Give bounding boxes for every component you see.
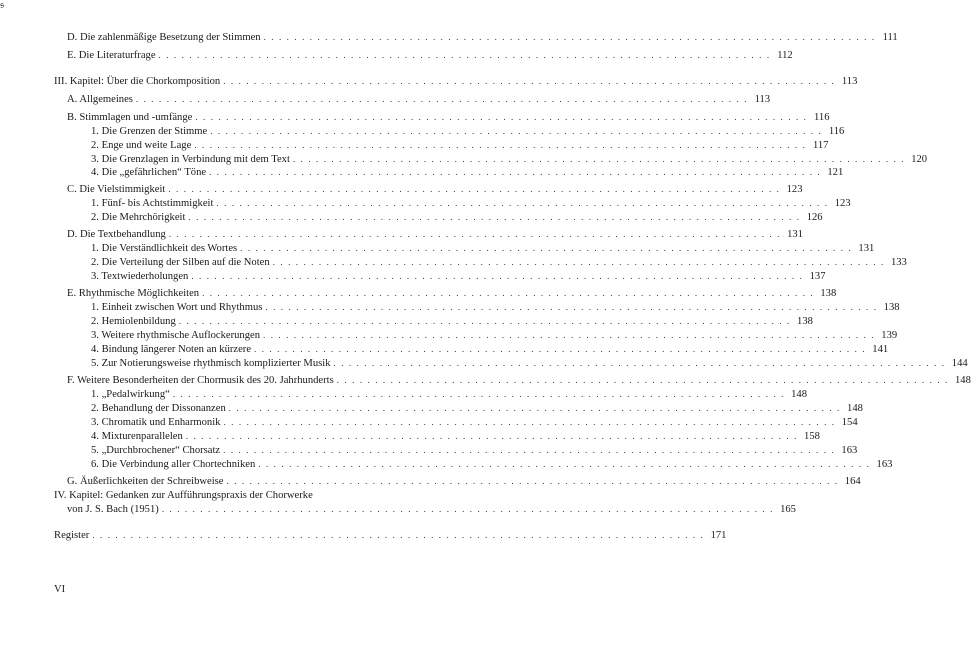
toc-entry-title: 1. „Pedalwirkung“: [91, 389, 170, 400]
dot-leader: . . . . . . . . . . . . . . . . . . . . . . . . . . . . . . . . . . . . . . . . . . . . . . . . . . . . . . . . . . . . . . . . . . . . . . . . . . . . . . . .: [258, 459, 871, 469]
toc-entry[interactable]: [91, 139, 829, 152]
toc-entry-title: E. Die Literaturfrage: [67, 50, 156, 61]
toc-entry[interactable]: [91, 329, 898, 342]
toc-page-number: 164: [844, 476, 861, 487]
toc-entry-title: 1. Fünf- bis Achtstimmigkeit: [91, 198, 214, 209]
toc-entry[interactable]: [91, 343, 889, 356]
dot-leader: . . . . . . . . . . . . . . . . . . . . . . . . . . . . . . . . . . . . . . . . . . . . . . . . . . . . . . . . . . . . . . . . . . . . . . . . . . . . . . . .: [210, 126, 823, 136]
toc-entry-title: C. Die Vielstimmigkeit: [67, 184, 166, 195]
toc-entry[interactable]: [91, 416, 858, 429]
toc-page-number: 154: [841, 417, 858, 428]
toc-entry[interactable]: [91, 444, 858, 457]
dot-leader: . . . . . . . . . . . . . . . . . . . . . . . . . . . . . . . . . . . . . . . . . . . . . . . . . . . . . . . . . . . . . . . . . . . . . . . . . . . . . . . .: [188, 212, 801, 222]
toc-entry[interactable]: [91, 315, 813, 328]
toc-entry-title: 1. Die Verständlichkeit des Wortes: [91, 243, 238, 254]
toc-page-number: 139: [881, 330, 898, 341]
toc-page-number: 148: [954, 375, 971, 386]
toc-entry[interactable]: [67, 287, 837, 300]
toc-entry[interactable]: [91, 153, 928, 166]
toc-page-number: 113: [754, 94, 771, 105]
toc-entry-title: 2. Die Verteilung der Silben auf die Noten: [91, 257, 270, 268]
toc-entry-title: E. Rhythmische Möglichkeiten: [67, 288, 200, 299]
dot-leader: . . . . . . . . . . . . . . . . . . . . . . . . . . . . . . . . . . . . . . . . . . . . . . . . . . . . . . . . . . . . . . . . . . . . . . . . . . . . . . . .: [223, 445, 836, 455]
toc-entry-title: 4. Mixturenparallelen: [91, 431, 183, 442]
toc-entry-title: F. Weitere Besonderheiten der Chormusik des 20. Jahrhunderts: [67, 375, 334, 386]
dot-leader: . . . . . . . . . . . . . . . . . . . . . . . . . . . . . . . . . . . . . . . . . . . . . . . . . . . . . . . . . . . . . . . . . . . . . . . . . . . . . . . .: [333, 358, 946, 368]
toc-page-number: 111: [882, 32, 898, 43]
toc-entry-title: 2. Enge und weite Lage: [91, 140, 192, 151]
dot-leader: . . . . . . . . . . . . . . . . . . . . . . . . . . . . . . . . . . . . . . . . . . . . . . . . . . . . . . . . . . . . . . . . . . . . . . . . . . . . . . . .: [263, 32, 876, 42]
toc-entry[interactable]: [54, 529, 727, 542]
toc-entry[interactable]: [67, 183, 803, 196]
dot-leader: . . . . . . . . . . . . . . . . . . . . . . . . . . . . . . . . . . . . . . . . . . . . . . . . . . . . . . . . . . . . . . . . . . . . . . . . . . . . . . . .: [216, 198, 829, 208]
dot-leader: . . . . . . . . . . . . . . . . . . . . . . . . . . . . . . . . . . . . . . . . . . . . . . . . . . . . . . . . . . . . . . . . . . . . . . . . . . . . . . . .: [202, 288, 815, 298]
dot-leader: . . . . . . . . . . . . . . . . . . . . . . . . . . . . . . . . . . . . . . . . . . . . . . . . . . . . . . . . . . . . . . . . . . . . . . . . . . . . . . . .: [195, 112, 808, 122]
toc-page-number: 171: [710, 530, 727, 541]
toc-page-number: 138: [883, 302, 900, 313]
toc-entry[interactable]: [91, 402, 863, 415]
toc-page-number: 138: [797, 316, 813, 327]
toc-entry[interactable]: [91, 301, 900, 314]
toc-entry-title: 3. Die Grenzlagen in Verbindung mit dem Text: [91, 154, 290, 165]
toc-entry-title: 5. Zur Notierungsweise rhythmisch komplizierter Musik: [91, 358, 331, 369]
toc-entry-title: A. Allgemeines: [67, 94, 133, 105]
toc-entry-title: von J. S. Bach (1951): [67, 504, 159, 515]
toc-page-number: 148: [847, 403, 863, 414]
toc-page-number: 148: [791, 389, 807, 400]
toc-page-number: 116: [814, 112, 830, 123]
page-folio: VI: [54, 584, 66, 595]
toc-entry[interactable]: [91, 242, 875, 255]
dot-leader: . . . . . . . . . . . . . . . . . . . . . . . . . . . . . . . . . . . . . . . . . . . . . . . . . . . . . . . . . . . . . . . . . . . . . . . . . . . . . . . .: [336, 375, 949, 385]
toc-page-number: 137: [809, 271, 826, 282]
dot-leader: . . . . . . . . . . . . . . . . . . . . . . . . . . . . . . . . . . . . . . . . . . . . . . . . . . . . . . . . . . . . . . . . . . . . . . . . . . . . . . . .: [92, 530, 705, 540]
toc-entry[interactable]: [91, 211, 823, 224]
dot-leader: . . . . . . . . . . . . . . . . . . . . . . . . . . . . . . . . . . . . . . . . . . . . . . . . . . . . . . . . . . . . . . . . . . . . . . . . . . . . . . . .: [292, 154, 906, 164]
toc-page-number: 163: [876, 459, 893, 470]
toc-entry-title: 1. Einheit zwischen Wort und Rhythmus: [91, 302, 263, 313]
toc-page-number: 112: [777, 50, 793, 61]
toc-page-number: 165: [780, 504, 796, 515]
toc-page-number: 120: [911, 154, 928, 165]
dot-leader: . . . . . . . . . . . . . . . . . . . . . . . . . . . . . . . . . . . . . . . . . . . . . . . . . . . . . . . . . . . . . . . . . . . . . . . . . . . . . . . .: [194, 140, 807, 150]
toc-page-number: 123: [786, 184, 803, 195]
dot-leader: . . . . . . . . . . . . . . . . . . . . . . . . . . . . . . . . . . . . . . . . . . . . . . . . . . . . . . . . . . . . . . . . . . . . . . . . . . . . . . . .: [223, 76, 836, 86]
toc-entry-part4-heading: IV. Kapitel: Gedanken zur Aufführungspraxis der Chorwerke: [54, 490, 313, 501]
toc-page-number: 144: [951, 358, 968, 369]
toc-page-number: 126: [806, 212, 823, 223]
toc-page-number: 123: [834, 198, 851, 209]
toc-entry-title: Register: [54, 530, 90, 541]
dot-leader: . . . . . . . . . . . . . . . . . . . . . . . . . . . . . . . . . . . . . . . . . . . . . . . . . . . . . . . . . . . . . . . . . . . . . . . . . . . . . . . .: [135, 94, 749, 104]
toc-page-number: 131: [787, 229, 803, 240]
toc-entry[interactable]: [67, 374, 971, 387]
toc-entry[interactable]: [67, 475, 861, 488]
toc-entry-title: III. Kapitel: Über die Chorkomposition: [54, 76, 221, 87]
toc-page-number: 131: [858, 243, 875, 254]
dot-leader: . . . . . . . . . . . . . . . . . . . . . . . . . . . . . . . . . . . . . . . . . . . . . . . . . . . . . . . . . . . . . . . . . . . . . . . . . . . . . . . .: [158, 50, 771, 60]
toc-entry[interactable]: [91, 430, 820, 443]
toc-page-number: 158: [804, 431, 820, 442]
toc-entry[interactable]: [54, 75, 858, 88]
toc-entry-title: B. Stimmlagen und -umfänge: [67, 112, 193, 123]
toc-entry[interactable]: [91, 197, 851, 210]
dot-leader: . . . . . . . . . . . . . . . . . . . . . . . . . . . . . . . . . . . . . . . . . . . . . . . . . . . . . . . . . . . . . . . . . . . . . . . . . . . . . . . .: [161, 504, 774, 514]
dot-leader: . . . . . . . . . . . . . . . . . . . . . . . . . . . . . . . . . . . . . . . . . . . . . . . . . . . . . . . . . . . . . . . . . . . . . . . . . . . . . . . .: [240, 243, 853, 253]
dot-leader: . . . . . . . . . . . . . . . . . . . . . . . . . . . . . . . . . . . . . . . . . . . . . . . . . . . . . . . . . . . . . . . . . . . . . . . . . . . . . . . .: [223, 417, 836, 427]
dot-leader: . . . . . . . . . . . . . . . . . . . . . . . . . . . . . . . . . . . . . . . . . . . . . . . . . . . . . . . . . . . . . . . . . . . . . . . . . . . . . . . .: [191, 271, 804, 281]
dot-leader: . . . . . . . . . . . . . . . . . . . . . . . . . . . . . . . . . . . . . . . . . . . . . . . . . . . . . . . . . . . . . . . . . . . . . . . . . . . . . . . .: [228, 403, 841, 413]
dot-leader: . . . . . . . . . . . . . . . . . . . . . . . . . . . . . . . . . . . . . . . . . . . . . . . . . . . . . . . . . . . . . . . . . . . . . . . . . . . . . . . .: [226, 476, 839, 486]
toc-entry[interactable]: [91, 357, 968, 370]
toc-entry-title: 3. Textwiederholungen: [91, 271, 189, 282]
toc-entry[interactable]: [91, 125, 845, 138]
toc-entry[interactable]: [67, 228, 803, 241]
toc-entry[interactable]: [91, 166, 844, 179]
toc-entry-title: 6. Die Verbindung aller Chortechniken: [91, 459, 256, 470]
toc-entry-title: 1. Die Grenzen der Stimme: [91, 126, 208, 137]
toc-entry-title: 2. Die Mehrchörigkeit: [91, 212, 186, 223]
toc-page-number: 141: [872, 344, 889, 355]
dot-leader: . . . . . . . . . . . . . . . . . . . . . . . . . . . . . . . . . . . . . . . . . . . . . . . . . . . . . . . . . . . . . . . . . . . . . . . . . . . . . . . .: [178, 316, 791, 326]
corner-mark: 𝔰: [0, 0, 5, 11]
toc-entry[interactable]: [67, 503, 796, 516]
dot-leader: . . . . . . . . . . . . . . . . . . . . . . . . . . . . . . . . . . . . . . . . . . . . . . . . . . . . . . . . . . . . . . . . . . . . . . . . . . . . . . . .: [263, 330, 876, 340]
toc-entry-title: G. Äußerlichkeiten der Schreibweise: [67, 476, 224, 487]
dot-leader: . . . . . . . . . . . . . . . . . . . . . . . . . . . . . . . . . . . . . . . . . . . . . . . . . . . . . . . . . . . . . . . . . . . . . . . . . . . . . . . .: [254, 344, 867, 354]
toc-entry-title: 5. „Durchbrochener“ Chorsatz: [91, 445, 221, 456]
dot-leader: . . . . . . . . . . . . . . . . . . . . . . . . . . . . . . . . . . . . . . . . . . . . . . . . . . . . . . . . . . . . . . . . . . . . . . . . . . . . . . . .: [209, 167, 822, 177]
toc-entry[interactable]: [91, 388, 807, 401]
dot-leader: . . . . . . . . . . . . . . . . . . . . . . . . . . . . . . . . . . . . . . . . . . . . . . . . . . . . . . . . . . . . . . . . . . . . . . . . . . . . . . . .: [185, 431, 798, 441]
toc-entry[interactable]: [91, 256, 907, 269]
toc-entry-title: 4. Bindung längerer Noten an kürzere: [91, 344, 252, 355]
toc-entry[interactable]: [67, 111, 830, 124]
dot-leader: . . . . . . . . . . . . . . . . . . . . . . . . . . . . . . . . . . . . . . . . . . . . . . . . . . . . . . . . . . . . . . . . . . . . . . . . . . . . . . . .: [168, 184, 781, 194]
toc-page-number: 163: [841, 445, 858, 456]
toc-entry[interactable]: [67, 49, 793, 62]
toc-page-number: 138: [820, 288, 837, 299]
toc-entry-title: 4. Die „gefährlichen“ Töne: [91, 167, 207, 178]
toc-page-number: 116: [828, 126, 845, 137]
toc-page-number: 133: [890, 257, 907, 268]
dot-leader: . . . . . . . . . . . . . . . . . . . . . . . . . . . . . . . . . . . . . . . . . . . . . . . . . . . . . . . . . . . . . . . . . . . . . . . . . . . . . . . .: [168, 229, 781, 239]
toc-entry[interactable]: [67, 93, 771, 106]
dot-leader: . . . . . . . . . . . . . . . . . . . . . . . . . . . . . . . . . . . . . . . . . . . . . . . . . . . . . . . . . . . . . . . . . . . . . . . . . . . . . . . .: [272, 257, 885, 267]
toc-page-number: 121: [827, 167, 844, 178]
toc-entry-title: D. Die Textbehandlung: [67, 229, 166, 240]
toc-entry-title: 2. Hemiolenbildung: [91, 316, 176, 327]
toc-entry-title: 3. Chromatik und Enharmonik: [91, 417, 221, 428]
toc-page-number: 113: [841, 76, 858, 87]
toc-entry-title: 3. Weitere rhythmische Auflockerungen: [91, 330, 260, 341]
dot-leader: . . . . . . . . . . . . . . . . . . . . . . . . . . . . . . . . . . . . . . . . . . . . . . . . . . . . . . . . . . . . . . . . . . . . . . . . . . . . . . . .: [172, 389, 785, 399]
dot-leader: . . . . . . . . . . . . . . . . . . . . . . . . . . . . . . . . . . . . . . . . . . . . . . . . . . . . . . . . . . . . . . . . . . . . . . . . . . . . . . . .: [265, 302, 878, 312]
toc-entry-title: D. Die zahlenmäßige Besetzung der Stimmen: [67, 32, 261, 43]
toc-entry[interactable]: [91, 270, 826, 283]
toc-entry-title: 2. Behandlung der Dissonanzen: [91, 403, 226, 414]
toc-page-number: 117: [812, 140, 829, 151]
toc-entry[interactable]: [91, 458, 893, 471]
toc-entry[interactable]: [67, 31, 898, 44]
